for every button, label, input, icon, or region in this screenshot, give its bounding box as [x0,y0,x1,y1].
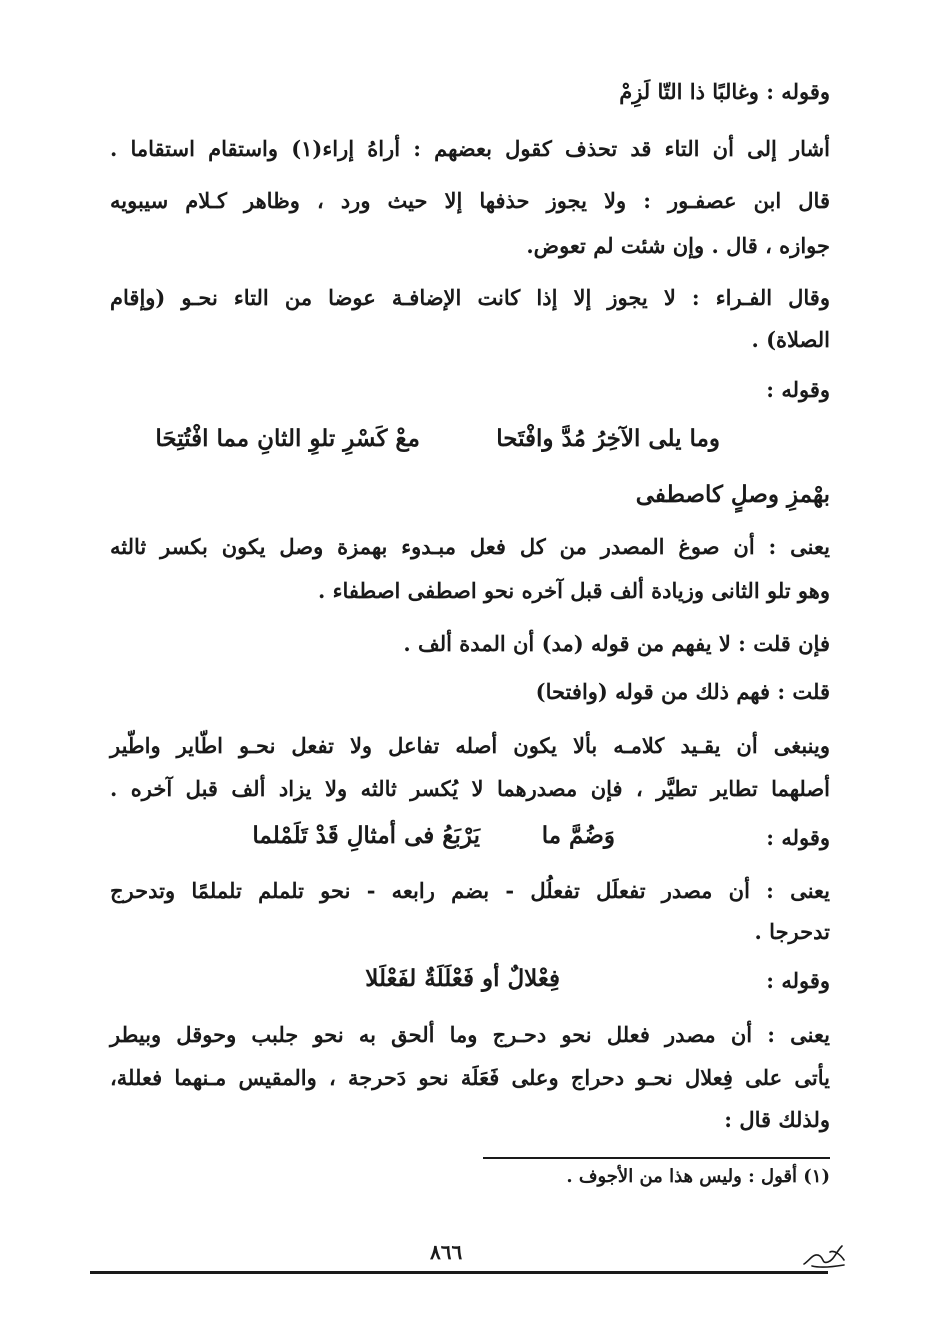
text-line-19: ولذلك قال : [724,1107,830,1132]
text-line-4: جوازه ، قال . وإن شئت لم تعوض. [526,233,830,258]
verse-2-label: وقوله : [766,825,830,850]
footnote-separator [483,1157,830,1159]
text-line-2: أشار إلى أن التاء قد تحذف كقول بعضهم : أراهُ إراء(١) واستقام استقاما . [110,136,830,161]
text-line-14: أصلهما تطاير تطيَّر ، فإن مصدرهما لا يُكسر ثالثه ولا يزاد ألف قبل آخره . [110,776,830,801]
verse-2-second-hemistich: يَرْبَعُ فى أمثالِ قَدْ تَلَمْلما [252,822,480,849]
text-line-16: تدحرجا . [754,919,830,944]
text-line-12: قلت : فهم ذلك من قوله (وافتحا) [535,679,830,704]
text-line-7: وقوله : [766,377,830,402]
verse-3-label: وقوله : [766,968,830,993]
text-line-17: يعنى : أن مصدر فعلل نحو دحـرج وما ألحق به نحو جلبب وحوقل وبيطر [110,1022,830,1047]
verse-1-second-hemistich: معْ كَسْرِ تلوِ الثانِ مما افْتُتِحَا [155,425,420,452]
bottom-rule [90,1271,828,1274]
text-line-3: قال ابن عصفـور : ولا يجوز حذفها إلا حيث ورد ، وظاهر كـلام سيبويه [110,188,830,213]
text-line-13: وينبغى أن يقـيد كلامـه بألا يكون أصله تفاعل ولا تفعل نحـو اطّاير واطّير [110,733,830,758]
page-number: ٨٦٦ [430,1240,463,1264]
verse-3-text: فِعْلالٌ أو فَعْلَلَةٌ لفَعْلَلا [365,965,560,992]
text-line-18: يأتى على فِعلال نحـو دحراج وعلى فَعَلَة نحو دَحرجة ، والمقيس مـنهما فعللة، [110,1065,830,1090]
text-line-9: يعنى : أن صوغ المصدر من كل فعل مبـدوء بهمزة وصل يكون بكسر ثالثه [110,534,830,559]
footnote-text: (١) أقول : وليس هذا من الأجوف . [566,1166,830,1187]
handwritten-mark [800,1230,848,1270]
text-line-8: بهْمزِ وصلٍ كاصطفى [635,481,830,508]
text-line-10: وهو تلو الثانى وزيادة ألف قبل آخره نحو اصطفى اصطفاء . [317,578,830,603]
verse-1-first-hemistich: وما يلى الآخِرُ مُدَّ وافْتَحا [496,425,720,452]
verse-2-first-hemistich: وَضُمَّ ما [541,822,615,849]
text-line-5: وقال الفـراء : لا يجوز إلا إذا كانت الإضافـة عوضا من التاء نحـو (وإقام [110,285,830,310]
text-line-15: يعنى : أن مصدر تفعلَل تفعلُل - بضم رابعه - نحو تلملم تلملمًا وتدحرج [110,878,831,903]
text-line-11: فإن قلت : لا يفهم من قوله (مد) أن المدة ألف . [403,631,830,656]
text-line-6: الصلاة) . [751,327,830,352]
text-line-1: وقوله : وغالبًا ذا التّا لَزِمْ [619,79,830,104]
